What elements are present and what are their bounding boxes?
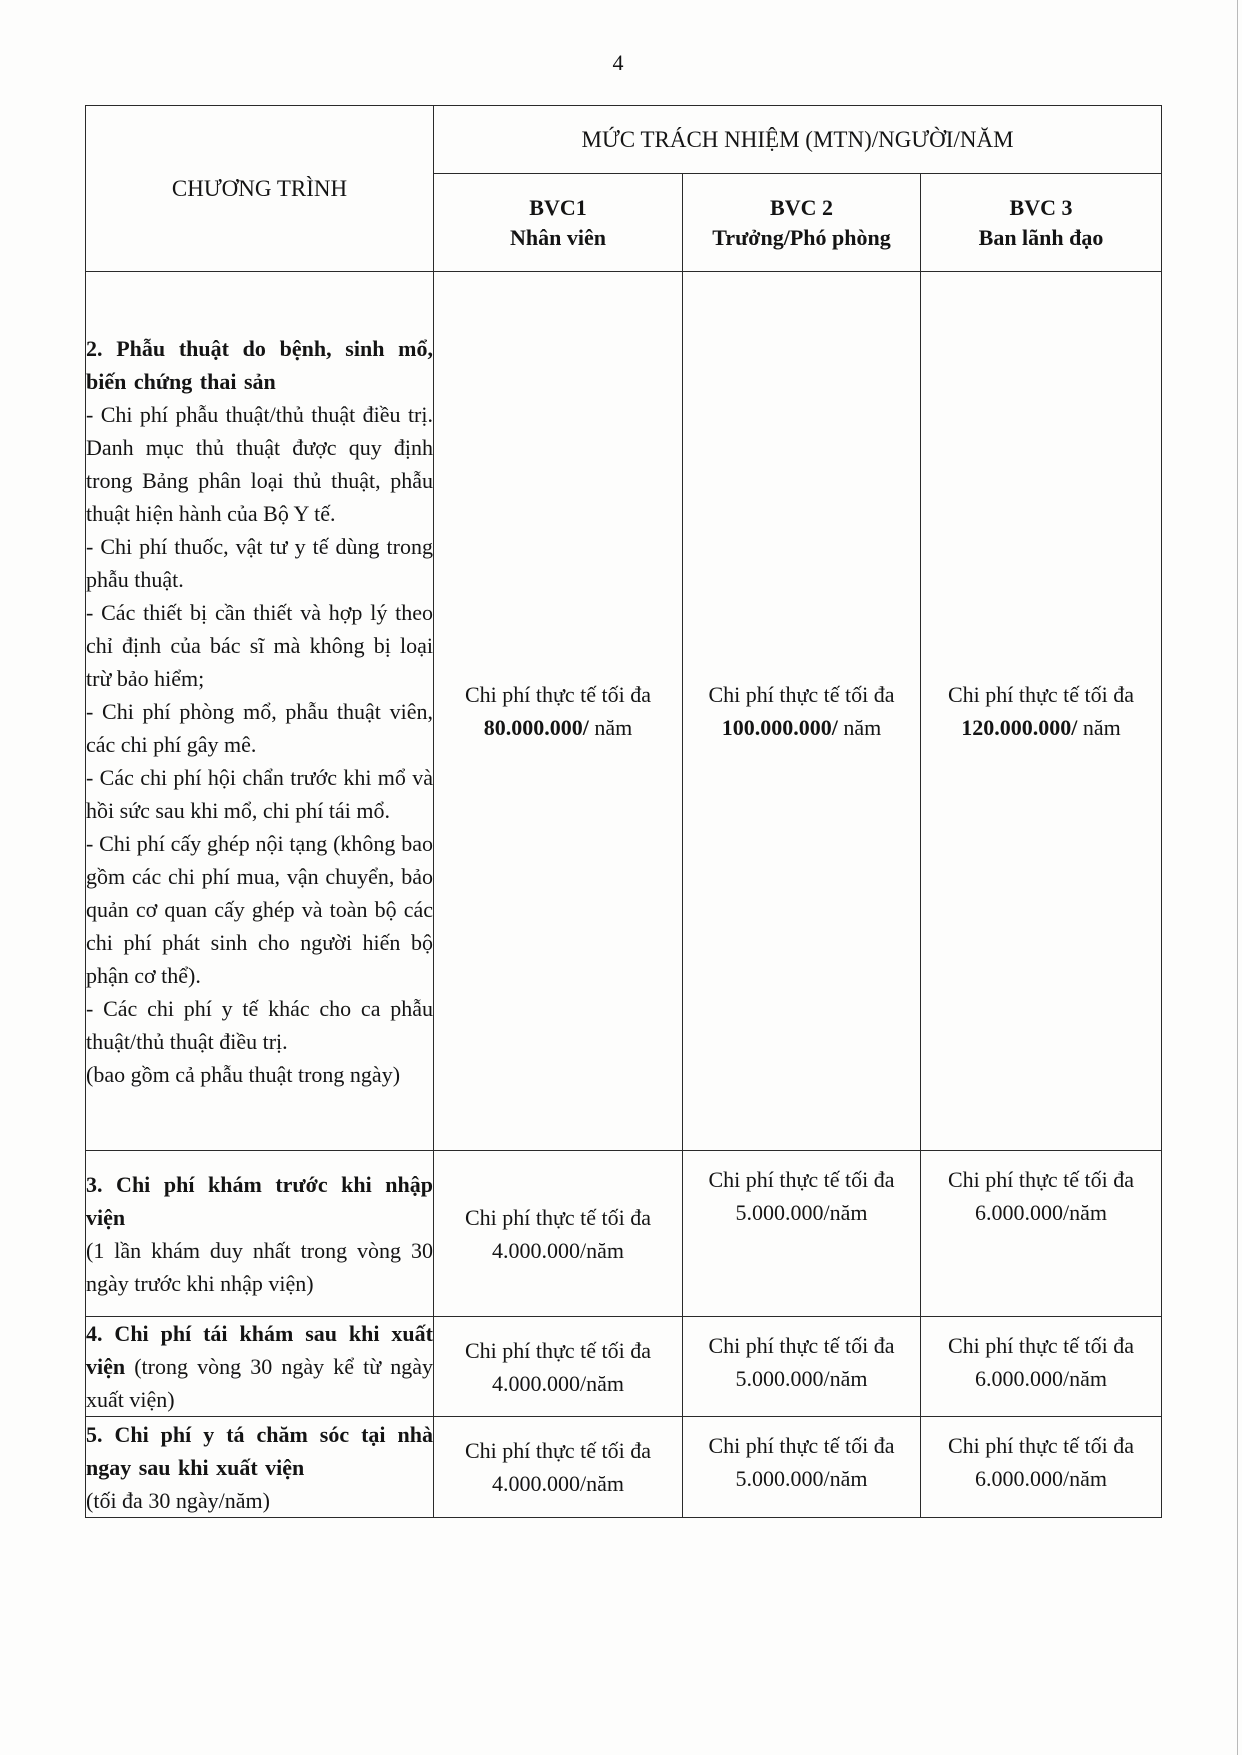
value-label: Chi phí thực tế tối đa: [708, 682, 895, 707]
benefits-table: [85, 105, 1162, 1518]
program-detail: - Chi phí phẫu thuật/thủ thuật điều trị. Danh mục thủ thuật được quy định trong Bảng phân loại thủ thuật, phẫu thuật hiện hành của Bộ Y tế.: [86, 401, 433, 526]
value-amount: 6.000.000/năm: [975, 1466, 1108, 1491]
program-detail: - Chi phí phòng mổ, phẫu thuật viên, các chi phí gây mê.: [86, 698, 433, 757]
tier-code: BVC 3: [1009, 194, 1073, 220]
header-tier-3: [921, 174, 1162, 272]
value-label: Chi phí thực tế tối đa: [947, 682, 1135, 707]
program-cell: [86, 272, 434, 1151]
tier-code: BVC1: [529, 194, 587, 220]
value-cell-bvc1: [434, 272, 683, 1151]
value-amount: 4.000.000/năm: [492, 1471, 624, 1496]
value-amount: 6.000.000/năm: [975, 1200, 1108, 1225]
value-label: Chi phí thực tế tối đa: [947, 1433, 1135, 1458]
header-program-label: CHƯƠNG TRÌNH: [171, 176, 348, 201]
value-cell-bvc2: [683, 1317, 921, 1417]
value-label: Chi phí thực tế tối đa: [464, 1204, 652, 1230]
value-label: Chi phí thực tế tối đa: [464, 682, 652, 707]
program-detail: - Chi phí cấy ghép nội tạng (không bao gồm các chi phí mua, vận chuyển, bảo quản cơ quan cấy ghép và toàn bộ các chi phí phát sinh cho người hiến bộ phận cơ thể).: [86, 830, 433, 988]
header-tier-2: [683, 174, 921, 272]
value-label: Chi phí thực tế tối đa: [708, 1433, 895, 1458]
program-detail: - Các chi phí y tế khác cho ca phẫu thuật/thủ thuật điều trị.: [86, 995, 433, 1054]
program-detail: (1 lần khám duy nhất trong vòng 30 ngày trước khi nhập viện): [86, 1237, 433, 1296]
program-detail: - Các thiết bị cần thiết và hợp lý theo chỉ định của bác sĩ mà không bị loại trừ bảo hiểm;: [86, 599, 433, 691]
value-label: Chi phí thực tế tối đa: [464, 1337, 652, 1363]
value-amount: 6.000.000/năm: [975, 1366, 1108, 1391]
value-unit: năm: [588, 715, 633, 740]
program-cell: [86, 1317, 434, 1417]
value-cell-bvc3: [921, 1151, 1162, 1317]
header-row-group: [86, 106, 1162, 174]
value-amount: 4.000.000/năm: [492, 1370, 624, 1396]
header-liability-label: MỨC TRÁCH NHIỆM (MTN)/NGƯỜI/NĂM: [581, 127, 1014, 152]
value-cell-bvc1: [434, 1317, 683, 1417]
value-amount-number: 80.000.000/: [483, 715, 589, 740]
program-detail: - Các chi phí hội chẩn trước khi mổ và hồi sức sau khi mổ, chi phí tái mổ.: [86, 764, 433, 823]
value-amount-number: 120.000.000/: [961, 715, 1078, 740]
value-cell-bvc1: [434, 1417, 683, 1518]
value-cell-bvc3: [921, 1417, 1162, 1518]
header-program: [86, 106, 434, 272]
table-row: [86, 1317, 1162, 1417]
value-amount: [434, 711, 682, 744]
value-cell-bvc3: [921, 272, 1162, 1151]
table-row: [86, 1151, 1162, 1317]
program-title: 2. Phẫu thuật do bệnh, sinh mổ, biến chứng thai sản: [86, 335, 433, 394]
tier-name: Trưởng/Phó phòng: [712, 224, 891, 250]
value-amount: [683, 711, 920, 744]
value-cell-bvc2: [683, 1151, 921, 1317]
value-amount: [921, 711, 1161, 744]
value-amount: 5.000.000/năm: [735, 1366, 868, 1391]
table-row: [86, 272, 1162, 1151]
value-cell-bvc2: [683, 272, 921, 1151]
tier-name: Nhân viên: [510, 224, 606, 250]
value-label: Chi phí thực tế tối đa: [464, 1438, 652, 1463]
program-title: 4. Chi phí tái khám sau khi xuất viện: [86, 1321, 433, 1379]
program-detail: (bao gồm cả phẫu thuật trong ngày): [86, 1061, 401, 1087]
program-cell: [86, 1151, 434, 1317]
tier-code: BVC 2: [770, 194, 833, 220]
value-amount: 4.000.000/năm: [492, 1237, 624, 1263]
value-unit: năm: [837, 715, 882, 740]
program-detail: (tối đa 30 ngày/năm): [86, 1487, 270, 1513]
value-cell-bvc3: [921, 1317, 1162, 1417]
value-label: Chi phí thực tế tối đa: [708, 1333, 895, 1358]
tier-name: Ban lãnh đạo: [978, 224, 1104, 250]
value-amount-number: 100.000.000/: [721, 715, 838, 740]
value-amount: 5.000.000/năm: [735, 1200, 868, 1225]
value-label: Chi phí thực tế tối đa: [947, 1167, 1135, 1192]
value-unit: năm: [1077, 715, 1121, 740]
program-title: 3. Chi phí khám trước khi nhập viện: [86, 1171, 433, 1230]
scan-edge-line: [1237, 0, 1238, 1755]
page-number: 4: [612, 50, 624, 75]
value-amount: 5.000.000/năm: [735, 1466, 868, 1491]
table-row: [86, 1417, 1162, 1518]
header-tier-1: [434, 174, 683, 272]
header-liability-group: [434, 106, 1162, 174]
value-label: Chi phí thực tế tối đa: [708, 1167, 895, 1192]
value-cell-bvc2: [683, 1417, 921, 1518]
program-cell: [86, 1417, 434, 1518]
program-detail: (trong vòng 30 ngày kể từ ngày xuất viện): [86, 1354, 433, 1412]
program-detail: - Chi phí thuốc, vật tư y tế dùng trong phẫu thuật.: [86, 533, 433, 592]
value-label: Chi phí thực tế tối đa: [947, 1333, 1135, 1358]
program-title: 5. Chi phí y tá chăm sóc tại nhà ngay sau khi xuất viện: [86, 1421, 433, 1480]
value-cell-bvc1: [434, 1151, 683, 1317]
